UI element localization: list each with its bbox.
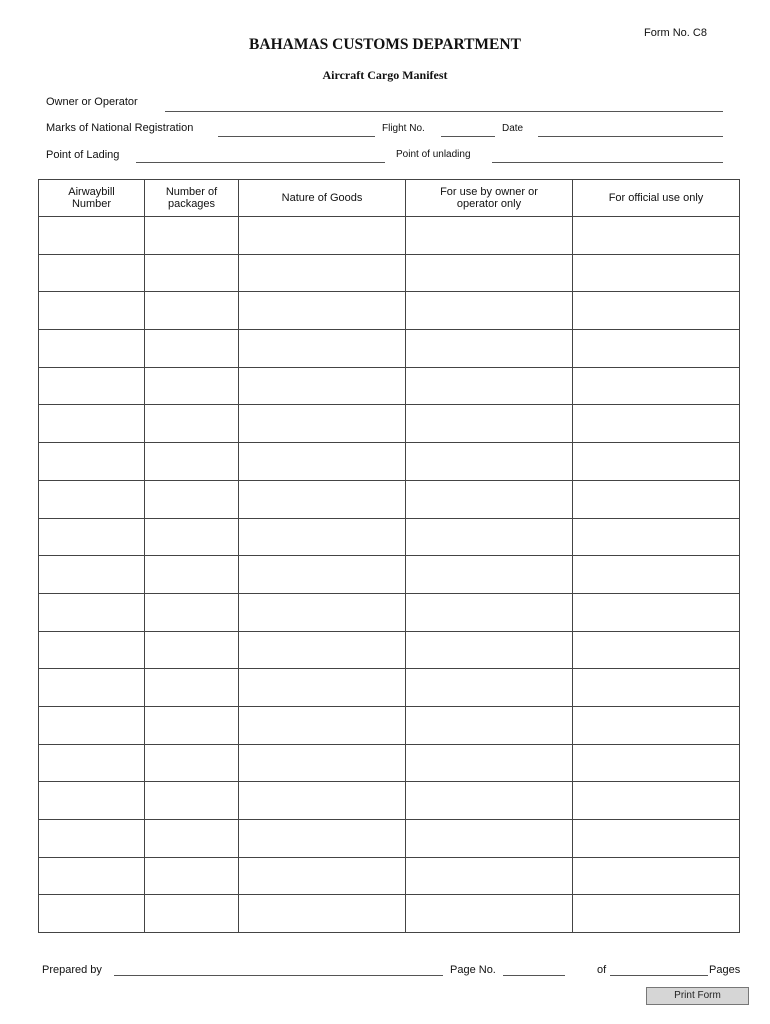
table-row [39, 593, 740, 631]
cell-owner-use[interactable] [406, 480, 573, 518]
cell-official-use[interactable] [573, 292, 740, 330]
cell-goods[interactable] [239, 669, 406, 707]
cell-owner-use[interactable] [406, 217, 573, 255]
cell-goods[interactable] [239, 820, 406, 858]
pages-label: Pages [709, 964, 741, 976]
cell-packages[interactable] [145, 706, 239, 744]
flight-label: Flight No. [382, 123, 425, 134]
table-row [39, 480, 740, 518]
lading-field[interactable] [136, 162, 385, 163]
marks-label: Marks of National Registration [46, 122, 194, 134]
cell-official-use[interactable] [573, 820, 740, 858]
cell-airwaybill[interactable] [39, 443, 145, 481]
cell-packages[interactable] [145, 895, 239, 933]
cell-goods[interactable] [239, 330, 406, 368]
table-row [39, 782, 740, 820]
cell-goods[interactable] [239, 744, 406, 782]
cell-owner-use[interactable] [406, 669, 573, 707]
page-title: BAHAMAS CUSTOMS DEPARTMENT [249, 36, 521, 53]
cell-goods[interactable] [239, 518, 406, 556]
cell-goods[interactable] [239, 405, 406, 443]
cell-owner-use[interactable] [406, 782, 573, 820]
cell-packages[interactable] [145, 593, 239, 631]
cell-packages[interactable] [145, 217, 239, 255]
cell-owner-use[interactable] [406, 367, 573, 405]
cell-goods[interactable] [239, 254, 406, 292]
cell-airwaybill[interactable] [39, 744, 145, 782]
cell-owner-use[interactable] [406, 744, 573, 782]
cell-official-use[interactable] [573, 254, 740, 292]
cell-owner-use[interactable] [406, 706, 573, 744]
table-row [39, 518, 740, 556]
cell-packages[interactable] [145, 367, 239, 405]
lading-label: Point of Lading [46, 149, 120, 161]
cell-airwaybill[interactable] [39, 556, 145, 594]
cell-goods[interactable] [239, 895, 406, 933]
cell-owner-use[interactable] [406, 405, 573, 443]
print-form-button[interactable]: Print Form [646, 987, 749, 1005]
cell-packages[interactable] [145, 669, 239, 707]
form-number: Form No. C8 [644, 27, 707, 39]
flight-field[interactable] [441, 136, 495, 137]
table-row [39, 367, 740, 405]
cell-owner-use[interactable] [406, 895, 573, 933]
cell-airwaybill[interactable] [39, 292, 145, 330]
page-no-label: Page No. [450, 964, 496, 976]
cell-packages[interactable] [145, 405, 239, 443]
cell-airwaybill[interactable] [39, 518, 145, 556]
cell-packages[interactable] [145, 556, 239, 594]
cell-goods[interactable] [239, 706, 406, 744]
cell-goods[interactable] [239, 292, 406, 330]
cell-airwaybill[interactable] [39, 631, 145, 669]
cell-owner-use[interactable] [406, 820, 573, 858]
cell-packages[interactable] [145, 254, 239, 292]
cell-packages[interactable] [145, 744, 239, 782]
cell-owner-use[interactable] [406, 631, 573, 669]
cell-official-use[interactable] [573, 405, 740, 443]
marks-field[interactable] [218, 136, 375, 137]
cell-goods[interactable] [239, 367, 406, 405]
date-label: Date [502, 123, 524, 134]
cell-goods[interactable] [239, 857, 406, 895]
cell-packages[interactable] [145, 857, 239, 895]
cell-official-use[interactable] [573, 330, 740, 368]
cell-airwaybill[interactable] [39, 217, 145, 255]
header-packages: Number of packages [145, 180, 239, 217]
cell-packages[interactable] [145, 292, 239, 330]
cell-owner-use[interactable] [406, 443, 573, 481]
prepared-field[interactable] [114, 975, 443, 976]
cell-airwaybill[interactable] [39, 330, 145, 368]
cell-official-use[interactable] [573, 518, 740, 556]
cell-goods[interactable] [239, 480, 406, 518]
cell-goods[interactable] [239, 556, 406, 594]
of-label: of [597, 964, 607, 976]
cell-airwaybill[interactable] [39, 405, 145, 443]
header-owner-use: For use by owner or operator only [406, 180, 573, 217]
page-no-field[interactable] [503, 975, 565, 976]
cell-official-use[interactable] [573, 443, 740, 481]
cell-official-use[interactable] [573, 669, 740, 707]
header-goods: Nature of Goods [239, 180, 406, 217]
table-row [39, 631, 740, 669]
cell-airwaybill[interactable] [39, 669, 145, 707]
cell-official-use[interactable] [573, 782, 740, 820]
owner-label: Owner or Operator [46, 96, 138, 108]
cell-packages[interactable] [145, 330, 239, 368]
cell-official-use[interactable] [573, 857, 740, 895]
cell-official-use[interactable] [573, 367, 740, 405]
cell-owner-use[interactable] [406, 857, 573, 895]
unlading-field[interactable] [492, 162, 723, 163]
cell-airwaybill[interactable] [39, 820, 145, 858]
table-row [39, 217, 740, 255]
cell-owner-use[interactable] [406, 593, 573, 631]
cell-packages[interactable] [145, 782, 239, 820]
cell-airwaybill[interactable] [39, 480, 145, 518]
table-row [39, 857, 740, 895]
cell-official-use[interactable] [573, 217, 740, 255]
cell-goods[interactable] [239, 217, 406, 255]
cell-goods[interactable] [239, 631, 406, 669]
cell-official-use[interactable] [573, 744, 740, 782]
cell-airwaybill[interactable] [39, 706, 145, 744]
cell-goods[interactable] [239, 443, 406, 481]
cell-owner-use[interactable] [406, 330, 573, 368]
cell-official-use[interactable] [573, 556, 740, 594]
table-row [39, 292, 740, 330]
owner-field[interactable] [165, 111, 723, 112]
cell-official-use[interactable] [573, 593, 740, 631]
unlading-label: Point of unlading [396, 149, 471, 160]
cell-airwaybill[interactable] [39, 254, 145, 292]
page-subtitle: Aircraft Cargo Manifest [322, 68, 448, 82]
date-field[interactable] [538, 136, 723, 137]
cell-official-use[interactable] [573, 480, 740, 518]
cell-goods[interactable] [239, 593, 406, 631]
cell-airwaybill[interactable] [39, 895, 145, 933]
cell-owner-use[interactable] [406, 254, 573, 292]
table-row [39, 330, 740, 368]
header-official-use: For official use only [573, 180, 740, 217]
cell-packages[interactable] [145, 480, 239, 518]
cell-goods[interactable] [239, 782, 406, 820]
cell-packages[interactable] [145, 443, 239, 481]
cell-official-use[interactable] [573, 706, 740, 744]
header-airwaybill: Airwaybill Number [39, 180, 145, 217]
table-row [39, 744, 740, 782]
total-pages-field[interactable] [610, 975, 708, 976]
cell-packages[interactable] [145, 820, 239, 858]
cargo-table [38, 179, 740, 933]
table-row [39, 669, 740, 707]
cell-airwaybill[interactable] [39, 782, 145, 820]
prepared-label: Prepared by [42, 964, 102, 976]
table-row [39, 254, 740, 292]
table-row [39, 405, 740, 443]
cell-owner-use[interactable] [406, 518, 573, 556]
cell-owner-use[interactable] [406, 556, 573, 594]
table-row [39, 895, 740, 933]
cell-official-use[interactable] [573, 631, 740, 669]
table-row [39, 443, 740, 481]
cell-airwaybill[interactable] [39, 367, 145, 405]
cell-airwaybill[interactable] [39, 857, 145, 895]
cell-official-use[interactable] [573, 895, 740, 933]
cell-packages[interactable] [145, 518, 239, 556]
table-row [39, 706, 740, 744]
cell-packages[interactable] [145, 631, 239, 669]
table-row [39, 820, 740, 858]
cell-airwaybill[interactable] [39, 593, 145, 631]
cell-owner-use[interactable] [406, 292, 573, 330]
table-row [39, 556, 740, 594]
